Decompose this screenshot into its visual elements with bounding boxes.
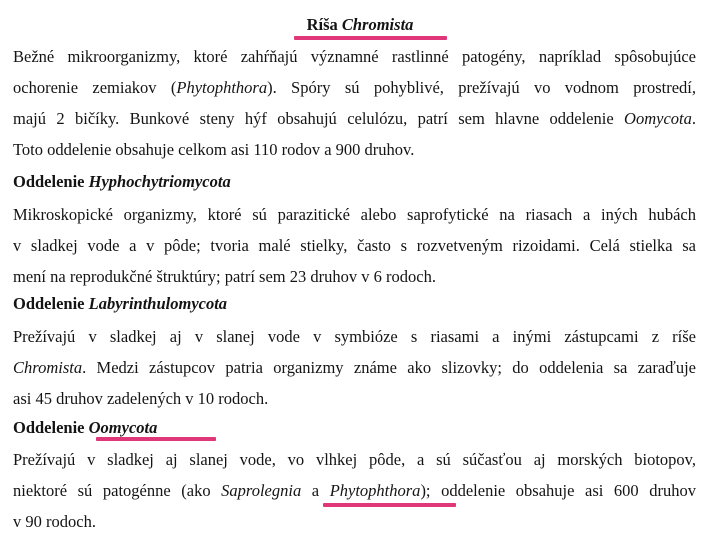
section-label: Oddelenie (13, 172, 85, 191)
text-line (13, 444, 696, 475)
kingdom-paragraph (13, 41, 696, 165)
text-run: Prežívajú v sladkej aj v slanej vode v symbióze s riasami a inými zástupcami z ríše (13, 327, 696, 346)
italic-term: Phytophthora (329, 481, 421, 500)
text-run: mení na reprodukčné štruktúry; patrí sem 23 druhov v 6 rodoch. (13, 267, 436, 286)
highlight-underline-oomycota (96, 437, 216, 441)
section-name: Labyrinthulomycota (88, 294, 228, 313)
text-run: . Medzi zástupcov patria organizmy známe ako slizovky; do oddelenia sa zaraďuje (82, 358, 696, 377)
text-line (13, 199, 696, 230)
section-paragraph-labyrinthulomycota (13, 321, 696, 414)
italic-term: Phytophthora (176, 78, 268, 97)
text-line (13, 230, 696, 261)
section-name: Oomycota (88, 418, 158, 437)
text-run: Toto oddelenie obsahuje celkom asi 110 rodov a 900 druhov. (13, 140, 415, 159)
title-name: Chromista (341, 15, 414, 34)
text-run: ); oddelenie obsahuje asi 600 druhov (420, 481, 696, 500)
section-name: Hyphochytriomycota (88, 172, 231, 191)
section-paragraph-hyphochytriomycota (13, 199, 696, 292)
page-title (0, 14, 720, 36)
text-line (13, 261, 696, 292)
highlight-underline-phytophthora (323, 503, 456, 507)
highlight-underline-title (294, 36, 447, 40)
text-line (13, 506, 696, 537)
section-paragraph-oomycota (13, 444, 696, 537)
text-run: Bežné mikroorganizmy, ktoré zahŕňajú významné rastlinné patogény, napríklad spôsobujúce (13, 47, 696, 66)
text-run: v sladkej vode a v pôde; tvoria malé stielky, často s rozvetveným rizoidami. Celá stielka sa (13, 236, 696, 255)
section-label: Oddelenie (13, 294, 85, 313)
text-line (13, 41, 696, 72)
text-run: majú 2 bičíky. Bunkové steny hýf obsahujú celulózu, patrí sem hlavne oddelenie (13, 109, 625, 128)
text-run: asi 45 druhov zadelených v 10 rodoch. (13, 389, 269, 408)
text-line (13, 103, 696, 134)
italic-term: Saprolegnia (221, 481, 302, 500)
text-run: v 90 rodoch. (13, 512, 96, 531)
text-line (13, 475, 696, 506)
text-run: Mikroskopické organizmy, ktoré sú parazitické alebo saprofytické na riasach a iných hubách (13, 205, 696, 224)
text-run: ochorenie zemiakov ( (13, 78, 177, 97)
text-run: . (691, 109, 696, 128)
section-heading-oomycota (13, 417, 157, 439)
title-prefix: Ríša (306, 15, 338, 34)
text-run: ). Spóry sú pohyblivé, prežívajú vo vodnom prostredí, (267, 78, 696, 97)
section-heading-hyphochytriomycota (13, 171, 231, 193)
italic-term: Oomycota (624, 109, 692, 128)
text-line (13, 321, 696, 352)
text-line (13, 134, 696, 165)
text-line (13, 72, 696, 103)
text-line (13, 383, 696, 414)
text-line (13, 352, 696, 383)
section-heading-labyrinthulomycota (13, 293, 227, 315)
italic-term: Chromista (13, 358, 83, 377)
section-label: Oddelenie (13, 418, 85, 437)
text-run: a (301, 481, 330, 500)
text-run: niektoré sú patogénne (ako (13, 481, 222, 500)
text-run: Prežívajú v sladkej aj slanej vode, vo vlhkej pôde, a sú súčasťou aj morských biotopov, (13, 450, 696, 469)
